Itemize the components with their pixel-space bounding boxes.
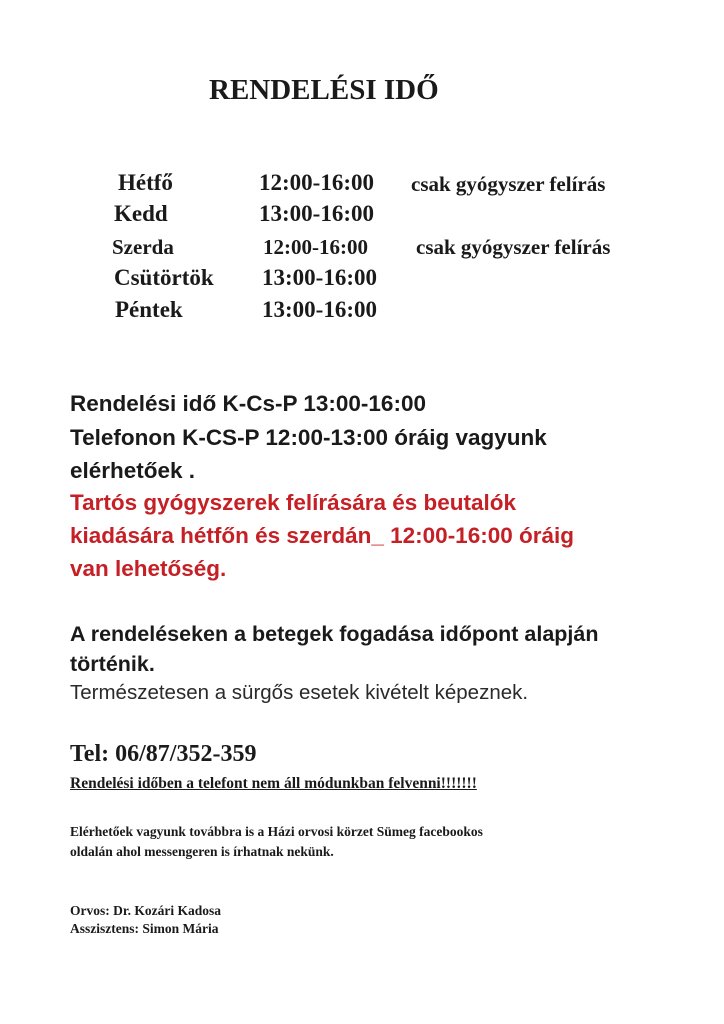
schedule-hours-monday: 12:00-16:00 xyxy=(259,170,374,195)
phone-number: Tel: 06/87/352-359 xyxy=(70,741,257,767)
info-phone-line: Telefonon K-CS-P 12:00-13:00 óráig vagyunk xyxy=(70,425,547,450)
page-title: RENDELÉSI IDŐ xyxy=(209,74,439,106)
info-prescription-line1: Tartós gyógyszerek felírására és beutalók xyxy=(70,490,517,515)
schedule-day-tuesday: Kedd xyxy=(114,201,168,226)
phone-notice: Rendelési időben a telefont nem áll módunkban felvenni!!!!!!! xyxy=(70,775,477,792)
appointment-urgent-note: Természetesen a sürgős esetek kivételt képeznek. xyxy=(70,681,529,704)
info-prescription-line3: van lehetőség. xyxy=(70,556,227,581)
facebook-note-line2: oldalán ahol messengeren is írhatnak nekünk. xyxy=(70,844,334,859)
schedule-hours-tuesday: 13:00-16:00 xyxy=(259,201,374,226)
doctor-name: Orvos: Dr. Kozári Kadosa xyxy=(70,903,221,918)
info-prescription-line2: kiadására hétfőn és szerdán_ 12:00-16:00 óráig xyxy=(70,523,574,548)
info-hours-line: Rendelési idő K-Cs-P 13:00-16:00 xyxy=(70,391,426,416)
schedule-hours-wednesday: 12:00-16:00 xyxy=(263,235,368,259)
appointment-line2: történik. xyxy=(70,652,155,676)
schedule-day-wednesday: Szerda xyxy=(112,235,174,259)
schedule-day-monday: Hétfő xyxy=(118,170,173,195)
facebook-note-line1: Elérhetőek vagyunk továbbra is a Házi orvosi körzet Sümeg facebookos xyxy=(70,824,483,839)
info-phone-line-cont: elérhetőek . xyxy=(70,458,196,483)
schedule-day-thursday: Csütörtök xyxy=(114,265,214,290)
schedule-note-wednesday: csak gyógyszer felírás xyxy=(416,235,611,259)
assistant-name: Asszisztens: Simon Mária xyxy=(70,921,219,936)
schedule-hours-thursday: 13:00-16:00 xyxy=(262,265,377,290)
appointment-line1: A rendeléseken a betegek fogadása időpont alapján xyxy=(70,622,599,646)
schedule-note-monday: csak gyógyszer felírás xyxy=(411,172,606,196)
schedule-hours-friday: 13:00-16:00 xyxy=(262,297,377,322)
schedule-day-friday: Péntek xyxy=(115,297,183,322)
